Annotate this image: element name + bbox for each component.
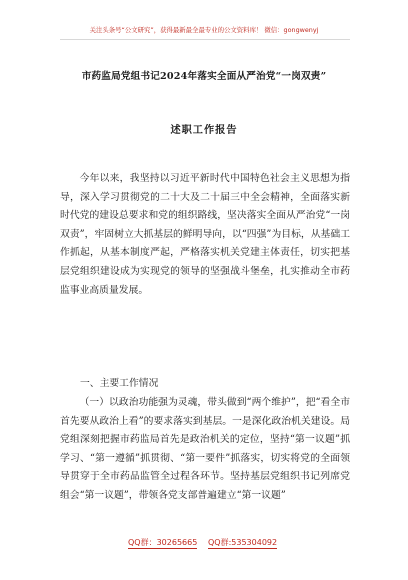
body-paragraph-political: （一）以政治功能强为灵魂，带头做到“两个维护”，把“看全市首先要从政治上看”的要求落实到基层。一是深化政治机关建设。局党组深刻把握市药监局首先是政治机关的定位，坚持“第一议题”抓学习、“第一遵循”抓贯彻、“第一要件”抓落实，切实将党的全面领导贯穿于全市药品监管全过程各环节。坚持基层党组织书记列席党组会“第一议题”，带领各党支部普遍建立“第一议题” bbox=[60, 397, 350, 501]
header-banner: 关注头条号“公文研究”，获得最新最全最专业的公文资料库！ 微信：gongwenyj bbox=[89, 26, 319, 34]
body-paragraph-intro: 今年以来，我坚持以习近平新时代中国特色社会主义思想为指导，深入学习贯彻党的二十大及二十届三中全会精神，全面落实新时代党的建设总要求和党的组织路线，坚决落实全面从严治党“一岗双责”，牢固树立大抓基层的鲜明导向，以“四强”为目标，从基础工作抓起，从基本制度严起，严格落实机关党建主体责任，切实把基层党组织建设成为实现党的领导的坚强战斗堡垒，扎实推动全市药监事业高质量发展。 bbox=[60, 173, 350, 296]
footer-qq-group-2[interactable]: QQ群:535304092 bbox=[208, 538, 278, 547]
section-heading: 一、主要工作情况 bbox=[80, 378, 159, 389]
footer-contact bbox=[0, 537, 408, 551]
document-subtitle: 述职工作报告 bbox=[170, 124, 238, 136]
header-divider bbox=[60, 39, 350, 40]
footer-qq-group-1[interactable]: QQ群：30265665 bbox=[128, 538, 198, 547]
document-title: 市药监局党组书记2024年落实全面从严治党“一岗双责” bbox=[81, 71, 327, 82]
